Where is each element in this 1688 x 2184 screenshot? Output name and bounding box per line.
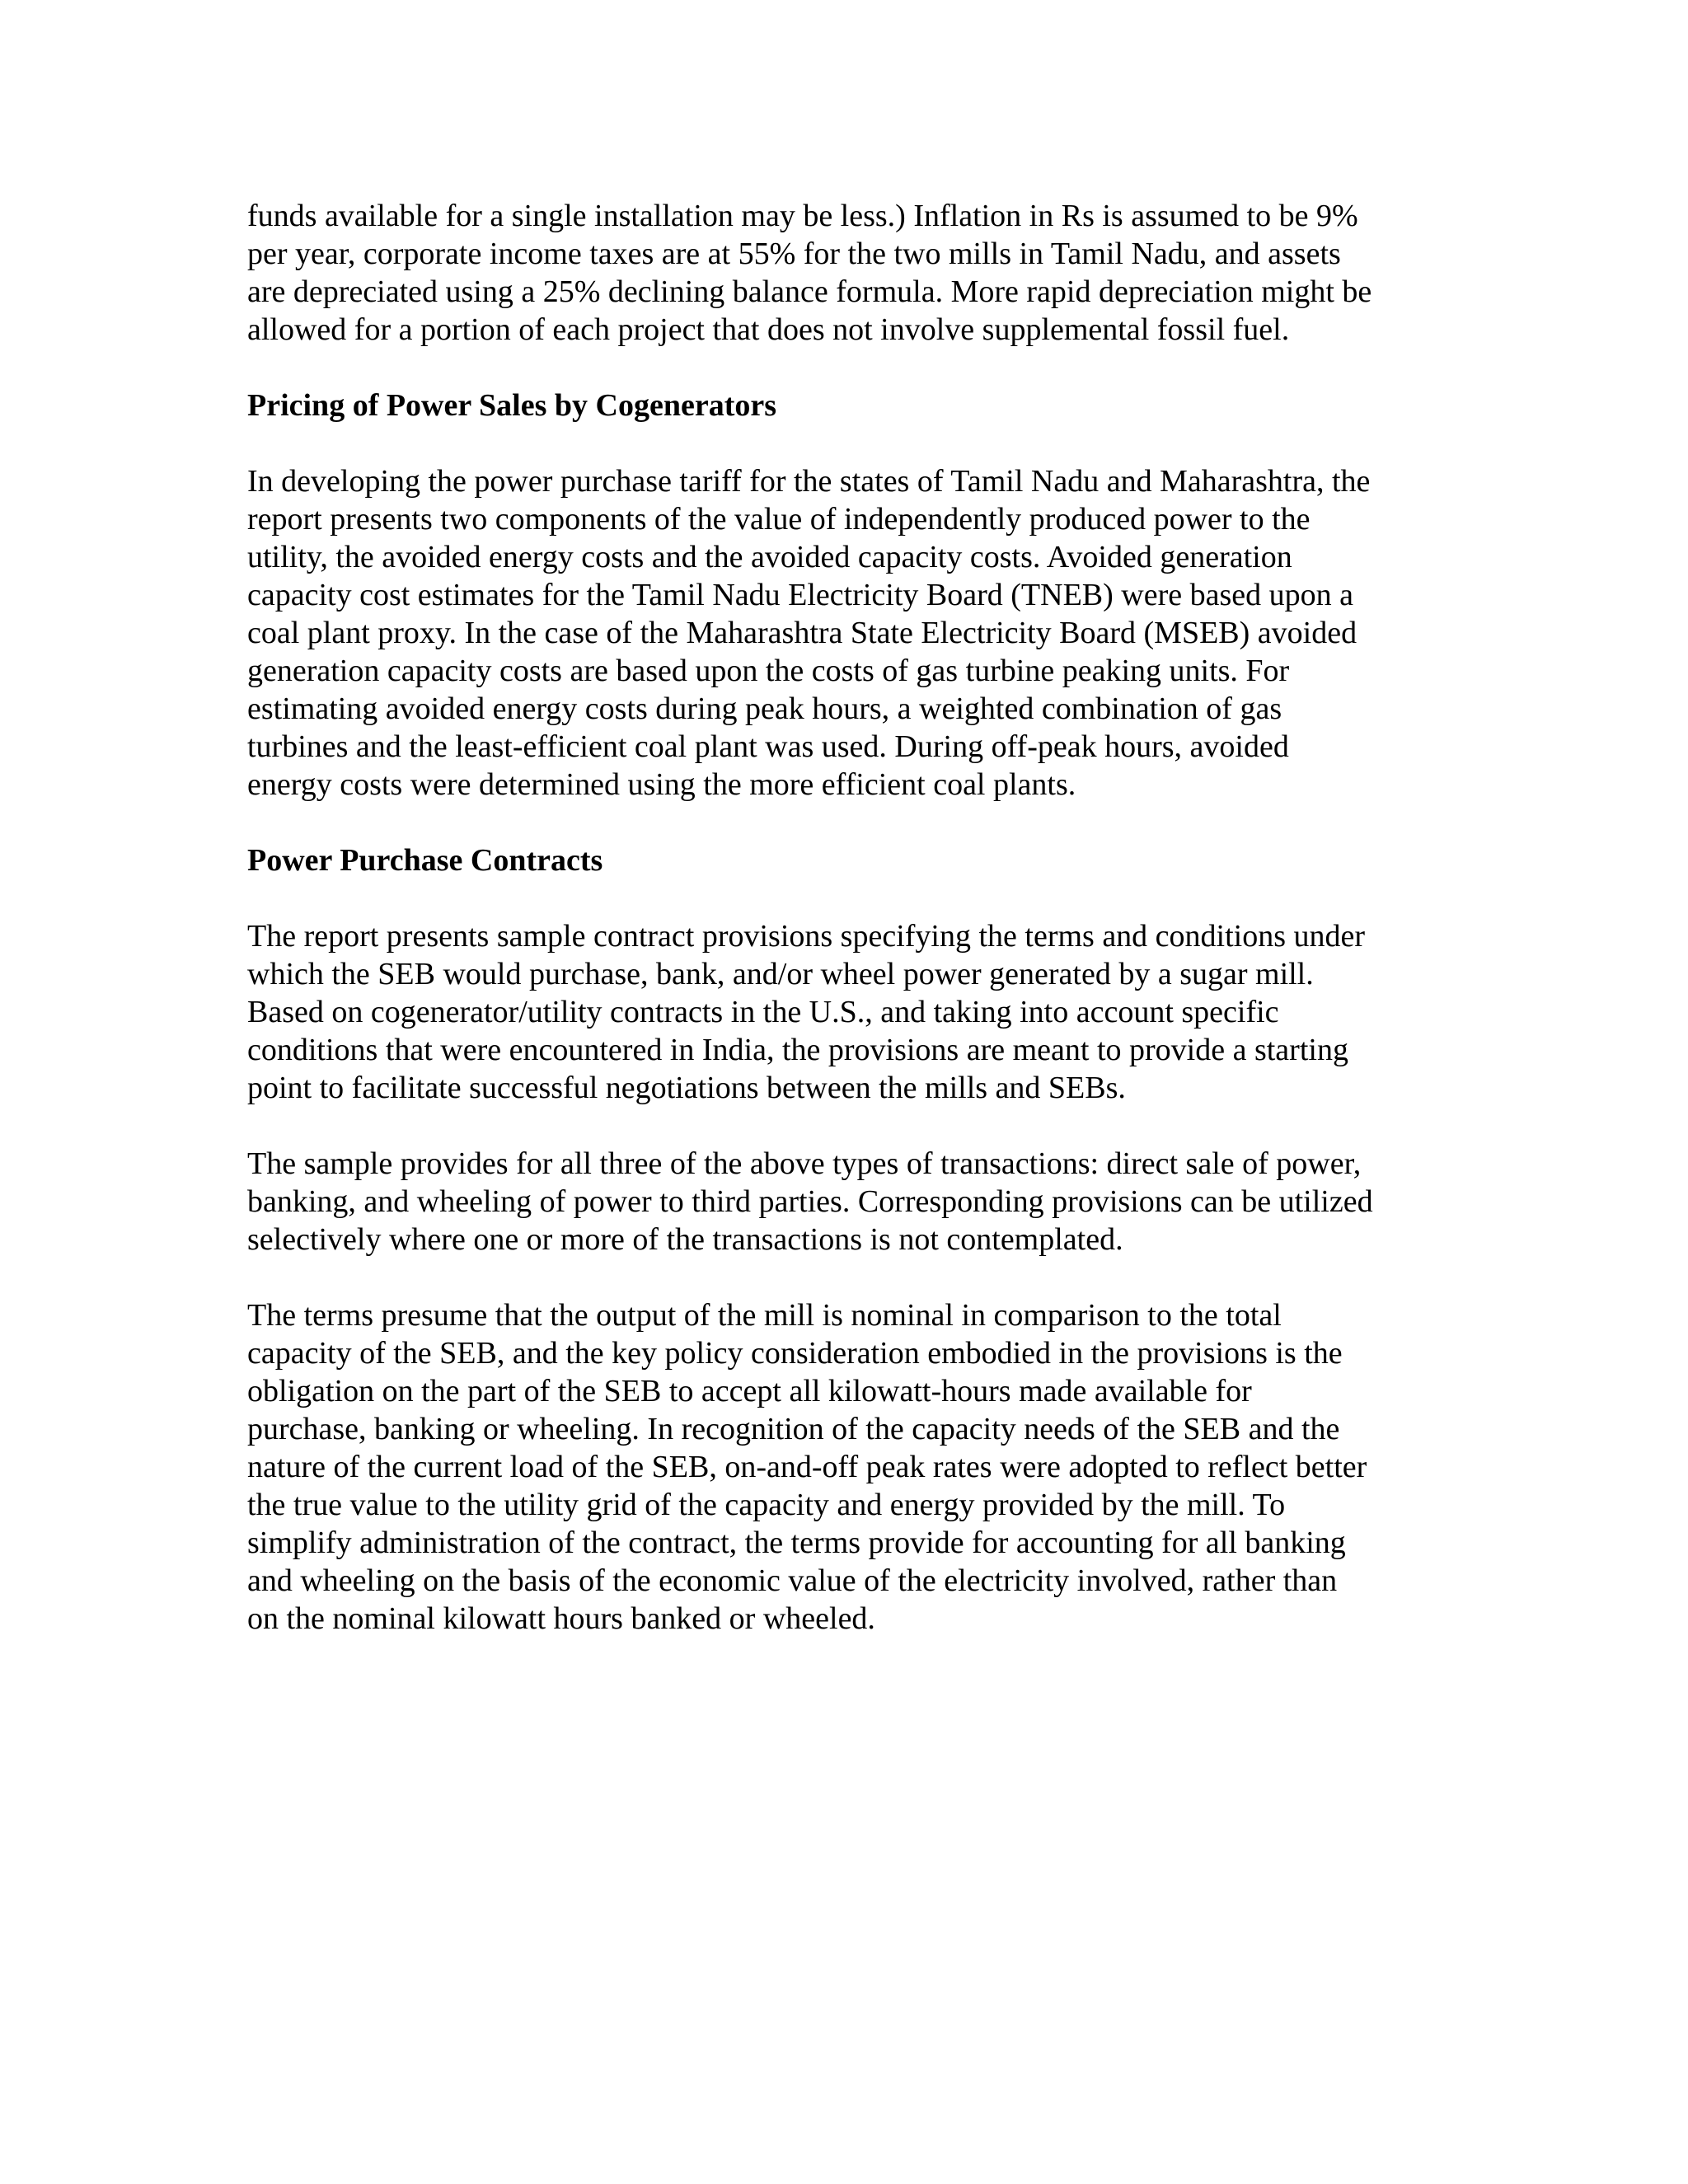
section-heading-pricing: Pricing of Power Sales by Cogenerators <box>247 388 777 423</box>
contracts-p2-line-2: banking, and wheeling of power to third parties. Corresponding provisions can be utilized <box>247 1184 1373 1219</box>
contracts-p1-line-5: point to facilitate successful negotiations between the mills and SEBs. <box>247 1071 1126 1105</box>
contracts-p2-line-1: The sample provides for all three of the above types of transactions: direct sale of power, <box>247 1146 1362 1181</box>
contracts-p1-line-2: which the SEB would purchase, bank, and/or wheel power generated by a sugar mill. <box>247 957 1314 991</box>
pricing-line-3: utility, the avoided energy costs and the avoided capacity costs. Avoided generation <box>247 540 1292 574</box>
contracts-p3-line-9: on the nominal kilowatt hours banked or wheeled. <box>247 1601 875 1636</box>
contracts-p3-line-7: simplify administration of the contract, the terms provide for accounting for all banking <box>247 1526 1346 1560</box>
pricing-line-4: capacity cost estimates for the Tamil Nadu Electricity Board (TNEB) were based upon a <box>247 578 1354 612</box>
pricing-line-7: estimating avoided energy costs during peak hours, a weighted combination of gas <box>247 691 1282 726</box>
pricing-line-5: coal plant proxy. In the case of the Maharashtra State Electricity Board (MSEB) avoided <box>247 616 1357 650</box>
contracts-p3-line-2: capacity of the SEB, and the key policy consideration embodied in the provisions is the <box>247 1336 1343 1371</box>
contracts-p1-line-4: conditions that were encountered in India, the provisions are meant to provide a starting <box>247 1033 1348 1067</box>
contracts-p3-line-6: the true value to the utility grid of the capacity and energy provided by the mill. To <box>247 1488 1286 1522</box>
pricing-line-6: generation capacity costs are based upon the costs of gas turbine peaking units. For <box>247 654 1290 688</box>
intro-line-4: allowed for a portion of each project that does not involve supplemental fossil fuel. <box>247 312 1290 347</box>
section-heading-contracts: Power Purchase Contracts <box>247 843 603 878</box>
pricing-line-1: In developing the power purchase tariff for the states of Tamil Nadu and Maharashtra, the <box>247 464 1371 499</box>
intro-line-2: per year, corporate income taxes are at 55% for the two mills in Tamil Nadu, and assets <box>247 237 1341 271</box>
contracts-p1-line-3: Based on cogenerator/utility contracts in the U.S., and taking into account specific <box>247 995 1279 1029</box>
pricing-line-9: energy costs were determined using the more efficient coal plants. <box>247 767 1076 802</box>
contracts-p3-line-1: The terms presume that the output of the mill is nominal in comparison to the total <box>247 1298 1282 1333</box>
contracts-p3-line-8: and wheeling on the basis of the economic value of the electricity involved, rather than <box>247 1563 1338 1598</box>
contracts-p3-line-3: obligation on the part of the SEB to accept all kilowatt-hours made available for <box>247 1374 1252 1408</box>
contracts-p1-line-1: The report presents sample contract provisions specifying the terms and conditions under <box>247 919 1366 954</box>
contracts-p3-line-4: purchase, banking or wheeling. In recognition of the capacity needs of the SEB and the <box>247 1412 1340 1446</box>
contracts-p2-line-3: selectively where one or more of the transactions is not contemplated. <box>247 1222 1123 1257</box>
pricing-line-2: report presents two components of the value of independently produced power to the <box>247 502 1311 537</box>
pricing-line-8: turbines and the least-efficient coal plant was used. During off-peak hours, avoided <box>247 729 1289 764</box>
intro-line-1: funds available for a single installation may be less.) Inflation in Rs is assumed to be 9% <box>247 199 1358 233</box>
contracts-p3-line-5: nature of the current load of the SEB, on-and-off peak rates were adopted to reflect better <box>247 1450 1367 1484</box>
intro-line-3: are depreciated using a 25% declining balance formula. More rapid depreciation might be <box>247 274 1372 309</box>
